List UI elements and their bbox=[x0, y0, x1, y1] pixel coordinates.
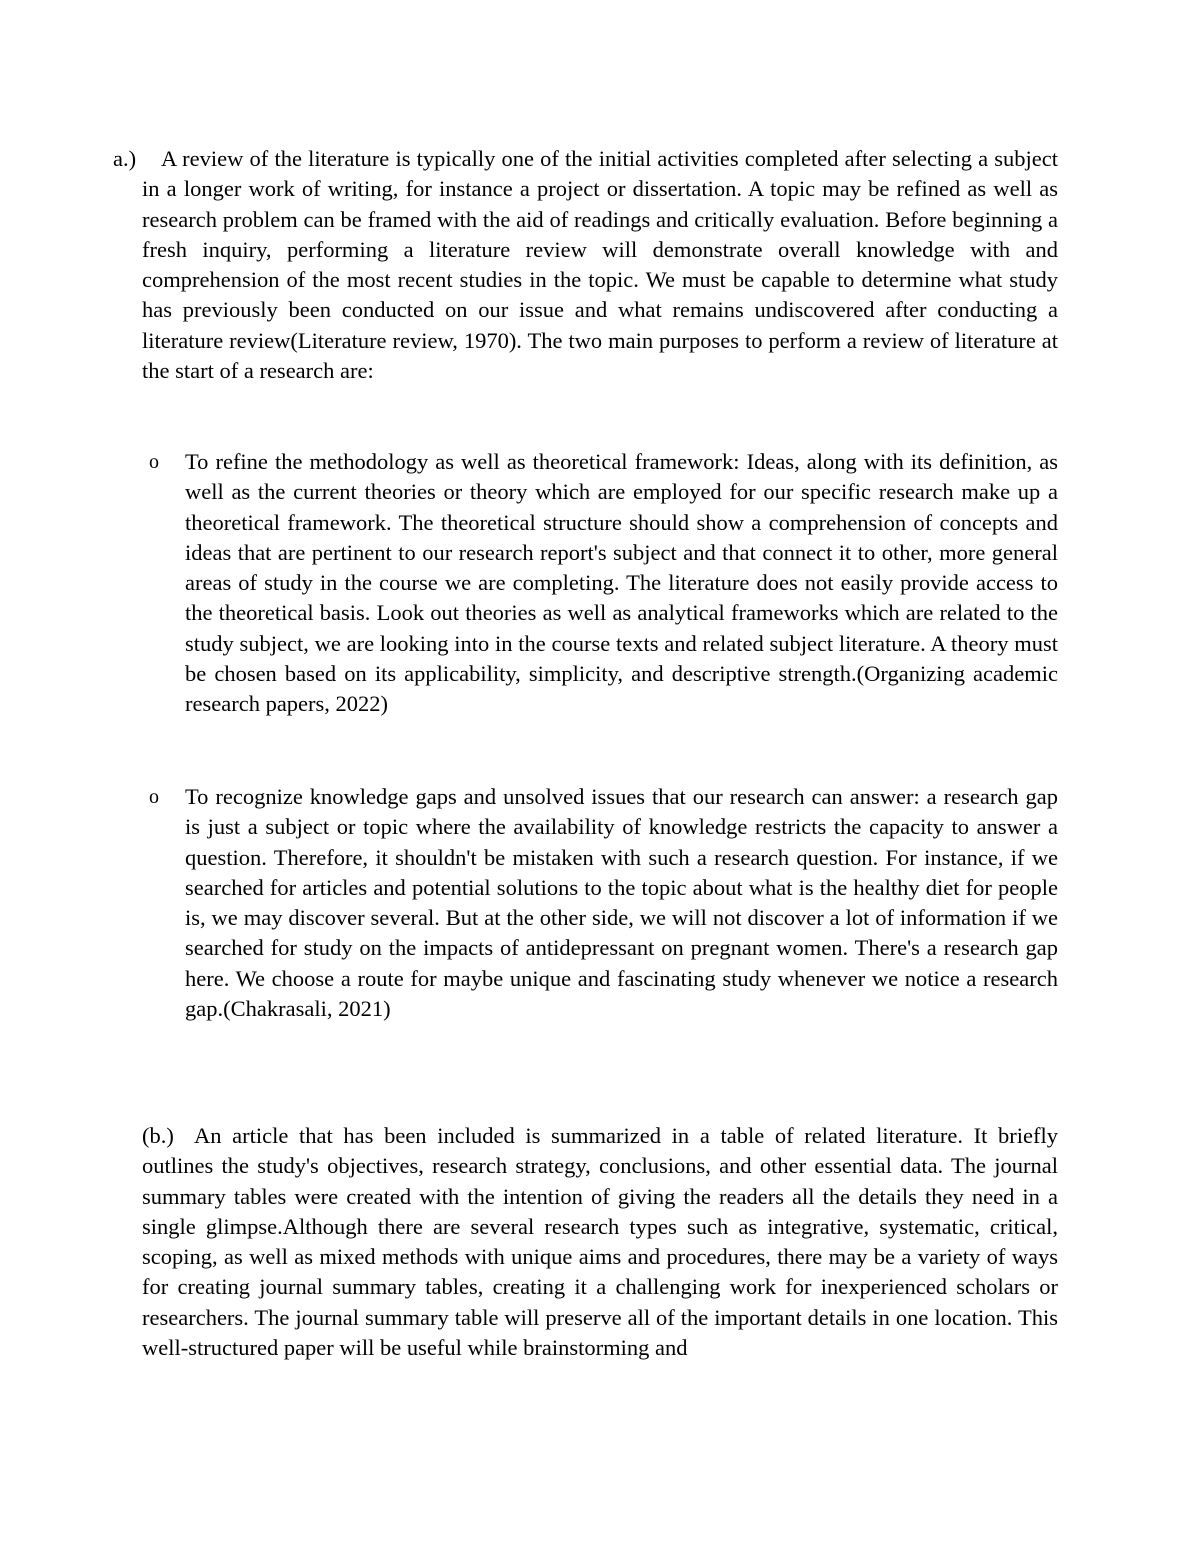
bullet-text-2: To recognize knowledge gaps and unsolved issues that our research can answer: a research gap is just a subject or topic where the availability of knowledge restricts the capacity to answer a question. Therefore, it shouldn't be mistaken with such a research question. For instance, if we searched for articles and potential solutions to the topic about what is the healthy diet for people is, we may discover several. But at the other side, we will not discover a lot of information if we searched for study on the impacts of antidepressant on pregnant women. There's a research gap here. We choose a route for maybe unique and fascinating study whenever we notice a research gap.(Chakrasali, 2021) bbox=[185, 784, 1058, 1022]
paragraph-a bbox=[113, 144, 1058, 386]
bullet-symbol-1: o bbox=[149, 451, 159, 473]
paragraph-b bbox=[142, 1121, 1058, 1363]
bullet-symbol-2: o bbox=[149, 786, 159, 808]
paragraph-b-text: An article that has been included is summarized in a table of related literature. It briefly outlines the study's objectives, research strategy, conclusions, and other essential data. The journal summary tables were created with the intention of giving the readers all the details they need in a single glimpse.Although there are several research types such as integrative, systematic, critical, scoping, as well as mixed methods with unique aims and procedures, there may be a variety of ways for creating journal summary tables, creating it a challenging work for inexperienced scholars or researchers. The journal summary table will preserve all of the important details in one location. This well-structured paper will be useful while brainstorming and bbox=[142, 1123, 1058, 1361]
paragraph-b-marker: (b.) bbox=[142, 1123, 174, 1148]
paragraph-a-marker: a.) bbox=[113, 146, 137, 171]
bullet-text-1: To refine the methodology as well as theoretical framework: Ideas, along with its definition, as well as the current theories or theory which are employed for our specific research make up a theoretical framework. The theoretical structure should show a comprehension of concepts and ideas that are pertinent to our research report's subject and that connect it to other, more general areas of study in the course we are completing. The literature does not easily provide access to the theoretical basis. Look out theories as well as analytical frameworks which are related to the study subject, we are looking into in the course texts and related subject literature. A theory must be chosen based on its applicability, simplicity, and descriptive strength.(Organizing academic research papers, 2022) bbox=[185, 449, 1058, 717]
paragraph-a-text: A review of the literature is typically one of the initial activities completed after selecting a subject in a longer work of writing, for instance a project or dissertation. A topic may be refined as well as research problem can be framed with the aid of readings and critically evaluation. Before beginning a fresh inquiry, performing a literature review will demonstrate overall knowledge with and comprehension of the most recent studies in the topic. We must be capable to determine what study has previously been conducted on our issue and what remains undiscovered after conducting a literature review(Literature review, 1970). The two main purposes to perform a review of literature at the start of a research are: bbox=[142, 146, 1058, 384]
